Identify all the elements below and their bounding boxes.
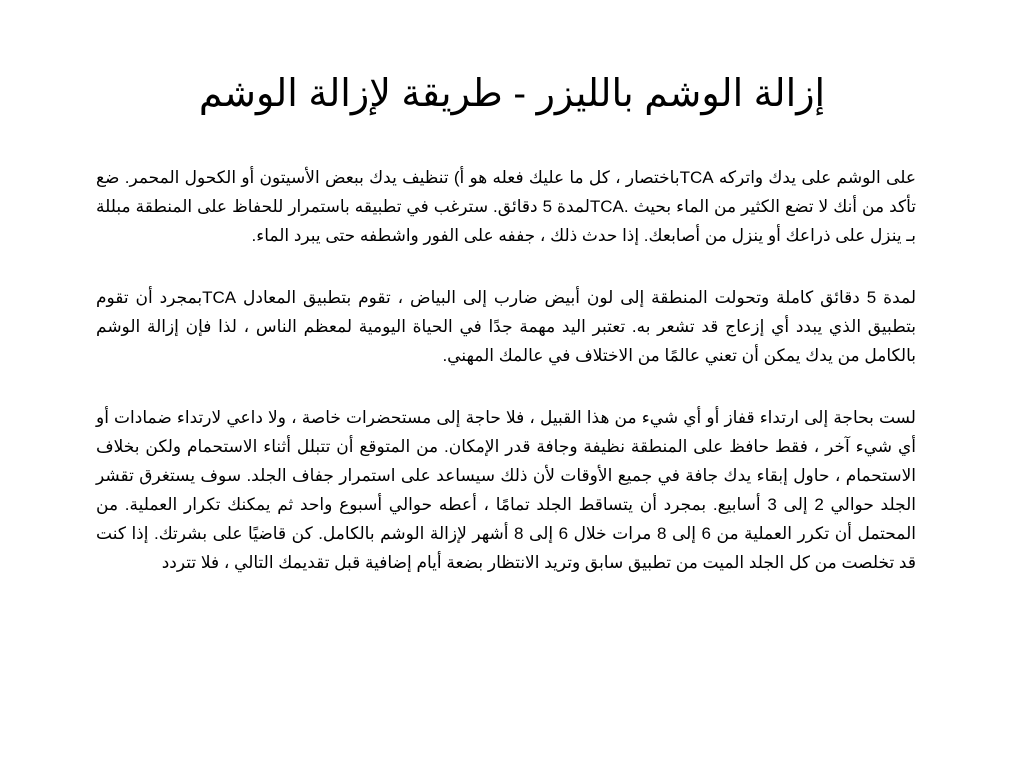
- paragraph-1: على الوشم على يدك واتركه TCAباختصار ، كل ما عليك فعله هو أ) تنظيف يدك ببعض الأسيتون أو الكحول المحمر. ضع تأكد من أنك لا تضع الكثير من الماء بحيث .TCAلمدة 5 دقائق. سترغب في تطبيقه باستمرار للحفاظ على المنطقة مبللة بـ ينزل على ذراعك أو ينزل من أصابعك. إذا حدث ذلك ، جففه على الفور واشطفه حتى يبرد الماء.: [96, 168, 916, 245]
- slide-title: إزالة الوشم بالليزر - طريقة لإزالة الوشم: [198, 73, 826, 115]
- paragraph-3: لست بحاجة إلى ارتداء قفاز أو أي شيء من هذا القبيل ، فلا حاجة إلى مستحضرات خاصة ، ولا داعي لارتداء ضمادات أو أي شيء آخر ، فقط حافظ على المنطقة نظيفة وجافة قدر الإمكان. من المتوقع أن تتبلل أثناء الاستحمام ولكن بخلاف الاستحمام ، حاول إبقاء يدك جافة في جميع الأوقات لأن ذلك سيساعد على استمرار جفاف الجلد. سوف يستغرق تقشر الجلد حوالي 2 إلى 3 أسابيع. بمجرد أن يتساقط الجلد تمامًا ، أعطه حوالي أسبوع واحد ثم يمكنك تكرار العملية. من المحتمل أن تكرر العملية من 6 إلى 8 مرات خلال 6 إلى 8 أشهر لإزالة الوشم بالكامل. كن قاضيًا على بشرتك. إذا كنت قد تخلصت من كل الجلد الميت من تطبيق سابق وتريد الانتظار بضعة أيام إضافية قبل تقديمك التالي ، فلا تتردد: [96, 408, 916, 572]
- paragraph-2: لمدة 5 دقائق كاملة وتحولت المنطقة إلى لون أبيض ضارب إلى البياض ، تقوم بتطبيق المعادل TCAبمجرد أن تقوم بتطبيق الذي يبدد أي إزعاج قد تشعر به. تعتبر اليد مهمة جدًا في الحياة اليومية لمعظم الناس ، لذا فإن إزالة الوشم بالكامل من يدك يمكن أن تعني عالمًا من الاختلاف في عالمك المهني.: [96, 288, 917, 365]
- slide-body: [96, 163, 916, 610]
